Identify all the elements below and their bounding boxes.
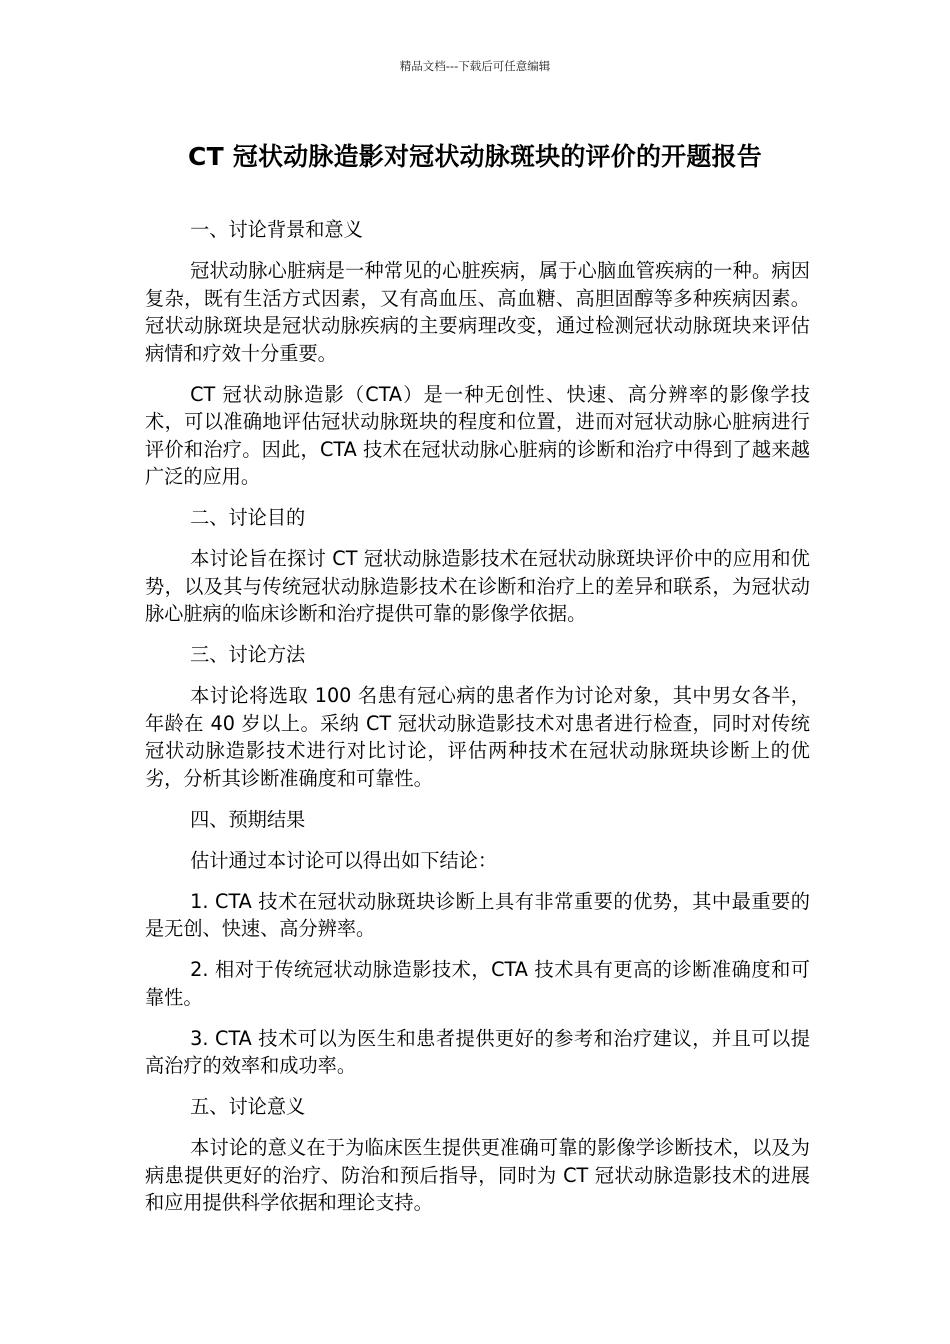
section-heading-background: 一、讨论背景和意义 [190, 218, 363, 241]
list-item: 1. CTA 技术在冠状动脉斑块诊断上具有非常重要的优势，其中最重要的是无创、快速、高分辨率。 [145, 889, 810, 940]
paragraph: 本讨论的意义在于为临床医生提供更准确可靠的影像学诊断技术，以及为病患提供更好的治疗、防治和预后指导，同时为 CT 冠状动脉造影技术的进展和应用提供科学依据和理论支持。 [145, 1136, 810, 1214]
list-item: 2. 相对于传统冠状动脉造影技术，CTA 技术具有更高的诊断准确度和可靠性。 [145, 958, 810, 1009]
paragraph: CT 冠状动脉造影（CTA）是一种无创性、快速、高分辨率的影像学技术，可以准确地评估冠状动脉斑块的程度和位置，进而对冠状动脉心脏病进行评价和治疗。因此，CTA 技术在冠状动脉心脏病的诊断和治疗中得到了越来越广泛的应用。 [145, 382, 810, 488]
document-body [145, 216, 810, 1230]
list-item: 3. CTA 技术可以为医生和患者提供更好的参考和治疗建议，并且可以提高治疗的效率和成功率。 [145, 1026, 810, 1077]
section-heading-results: 四、预期结果 [190, 807, 306, 831]
section-heading-purpose: 二、讨论目的 [190, 506, 306, 529]
paragraph: 本讨论将选取 100 名患有冠心病的患者作为讨论对象，其中男女各半，年龄在 40 岁以上。采纳 CT 冠状动脉造影技术对患者进行检查，同时对传统冠状动脉造影技术进行对比讨论，评估两种技术在冠状动脉斑块诊断上的优劣，分析其诊断准确度和可靠性。 [145, 684, 810, 790]
section-heading-significance: 五、讨论意义 [190, 1095, 306, 1118]
header-note: 精品文档---下载后可任意编辑 [399, 59, 551, 73]
paragraph: 本讨论旨在探讨 CT 冠状动脉造影技术在冠状动脉斑块评价中的应用和优势，以及其与传统冠状动脉造影技术在诊断和治疗上的差异和联系，为冠状动脉心脏病的临床诊断和治疗提供可靠的影像学依据。 [145, 547, 810, 625]
paragraph: 冠状动脉心脏病是一种常见的心脏疾病，属于心脑血管疾病的一种。病因复杂，既有生活方式因素，又有高血压、高血糖、高胆固醇等多种疾病因素。冠状动脉斑块是冠状动脉疾病的主要病理改变，通过检测冠状动脉斑块来评估病情和疗效十分重要。 [145, 259, 810, 365]
paragraph: 估计通过本讨论可以得出如下结论： [190, 848, 498, 872]
section-heading-method: 三、讨论方法 [190, 643, 306, 666]
document-title: CT 冠状动脉造影对冠状动脉斑块的评价的开题报告 [188, 142, 762, 171]
